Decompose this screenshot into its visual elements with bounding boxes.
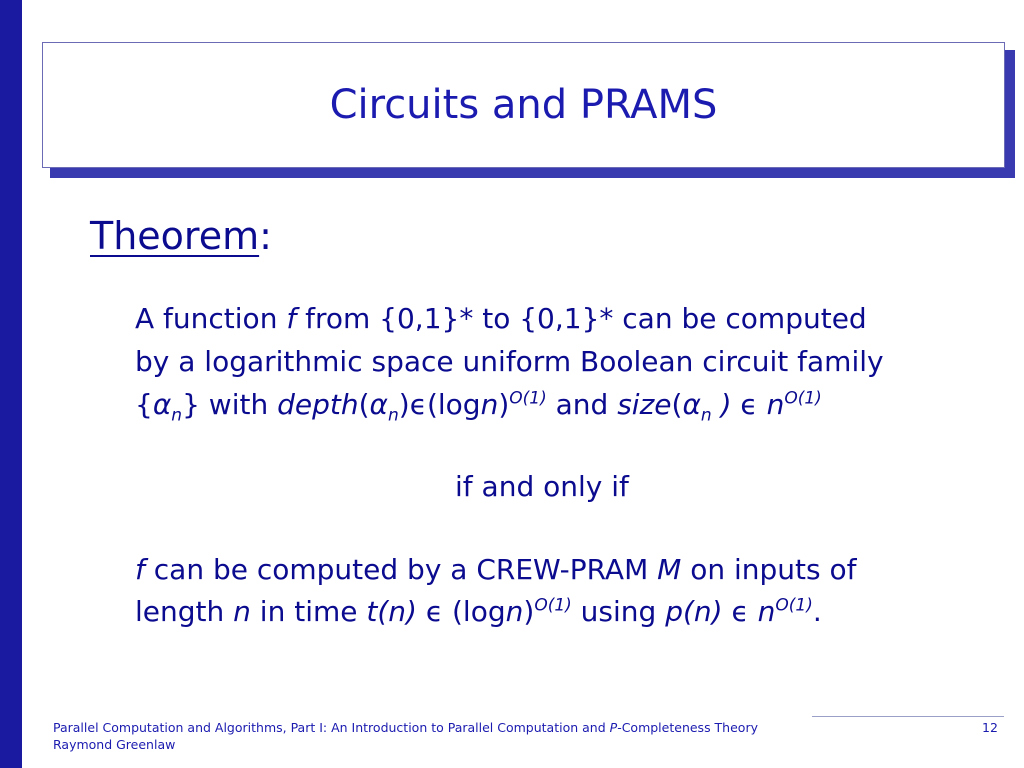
math-n: n: [233, 595, 251, 628]
text-run: (: [358, 388, 370, 421]
math-superscript: O(1): [775, 595, 813, 616]
left-accent-bar: [0, 0, 22, 768]
text-run: ): [498, 388, 510, 421]
math-size: size: [617, 388, 672, 421]
slide-title: Circuits and PRAMS: [329, 82, 718, 128]
math-t-of-n: t(n): [366, 595, 417, 628]
math-n: n: [757, 595, 776, 628]
math-alpha: α: [682, 388, 701, 421]
theorem-heading-text: Theorem: [90, 214, 260, 258]
theorem-heading-colon: :: [259, 214, 272, 258]
theorem-line-2: by a logarithmic space uniform Boolean circuit family: [135, 345, 884, 378]
text-run: ϵ (log: [416, 595, 506, 628]
text-run: (log: [426, 388, 481, 421]
footer-course-title: [53, 720, 758, 735]
text-run: ): [398, 388, 410, 421]
theorem-line-6: [135, 595, 822, 628]
math-f: f: [286, 302, 297, 335]
math-n: n: [505, 595, 524, 628]
math-f: f: [135, 553, 145, 586]
text-run: (: [671, 388, 683, 421]
text-run: P: [609, 720, 618, 735]
text-run: ): [711, 388, 732, 421]
math-n: n: [480, 388, 499, 421]
text-run: ): [523, 595, 535, 628]
text-run: using: [571, 595, 666, 628]
math-alpha: α: [152, 388, 172, 421]
text-run: {: [135, 388, 153, 421]
math-n: n: [766, 388, 785, 421]
text-run: on inputs of: [681, 553, 857, 586]
math-superscript: O(1): [784, 388, 822, 409]
math-M: M: [657, 553, 682, 586]
math-element-of: ϵ: [409, 388, 427, 421]
title-box: [42, 42, 1005, 168]
page-number: 12: [982, 720, 998, 735]
text-run: } with: [182, 388, 278, 421]
math-subscript-n: n: [171, 405, 183, 426]
footer-author: Raymond Greenlaw: [53, 737, 176, 752]
math-superscript: O(1): [509, 388, 547, 409]
math-element-of: ϵ: [731, 388, 767, 421]
theorem-line-5: [135, 553, 857, 586]
math-superscript: O(1): [534, 595, 572, 616]
text-run: in time: [250, 595, 367, 628]
math-alpha: α: [369, 388, 389, 421]
math-p-of-n: p(n): [665, 595, 723, 628]
text-run: and: [546, 388, 618, 421]
math-element-of: ϵ: [722, 595, 758, 628]
text-run: can be computed by a CREW-PRAM: [144, 553, 658, 586]
text-run: from {0,1}* to {0,1}* can be computed: [296, 302, 867, 335]
math-subscript-n: n: [700, 405, 712, 426]
theorem-iff: if and only if: [455, 470, 629, 503]
text-run: length: [135, 595, 234, 628]
text-run: Parallel Computation and Algorithms, Part I: An Introduction to Parallel Computation and: [53, 720, 610, 735]
theorem-line-3: [135, 388, 822, 426]
theorem-heading: [90, 214, 272, 258]
theorem-line-1: [135, 302, 867, 335]
math-subscript-n: n: [388, 405, 399, 426]
text-run: .: [812, 595, 822, 628]
text-run: A function: [135, 302, 287, 335]
text-run: -Completeness Theory: [617, 720, 758, 735]
math-depth: depth: [277, 388, 359, 421]
footer-divider: [812, 716, 1004, 717]
